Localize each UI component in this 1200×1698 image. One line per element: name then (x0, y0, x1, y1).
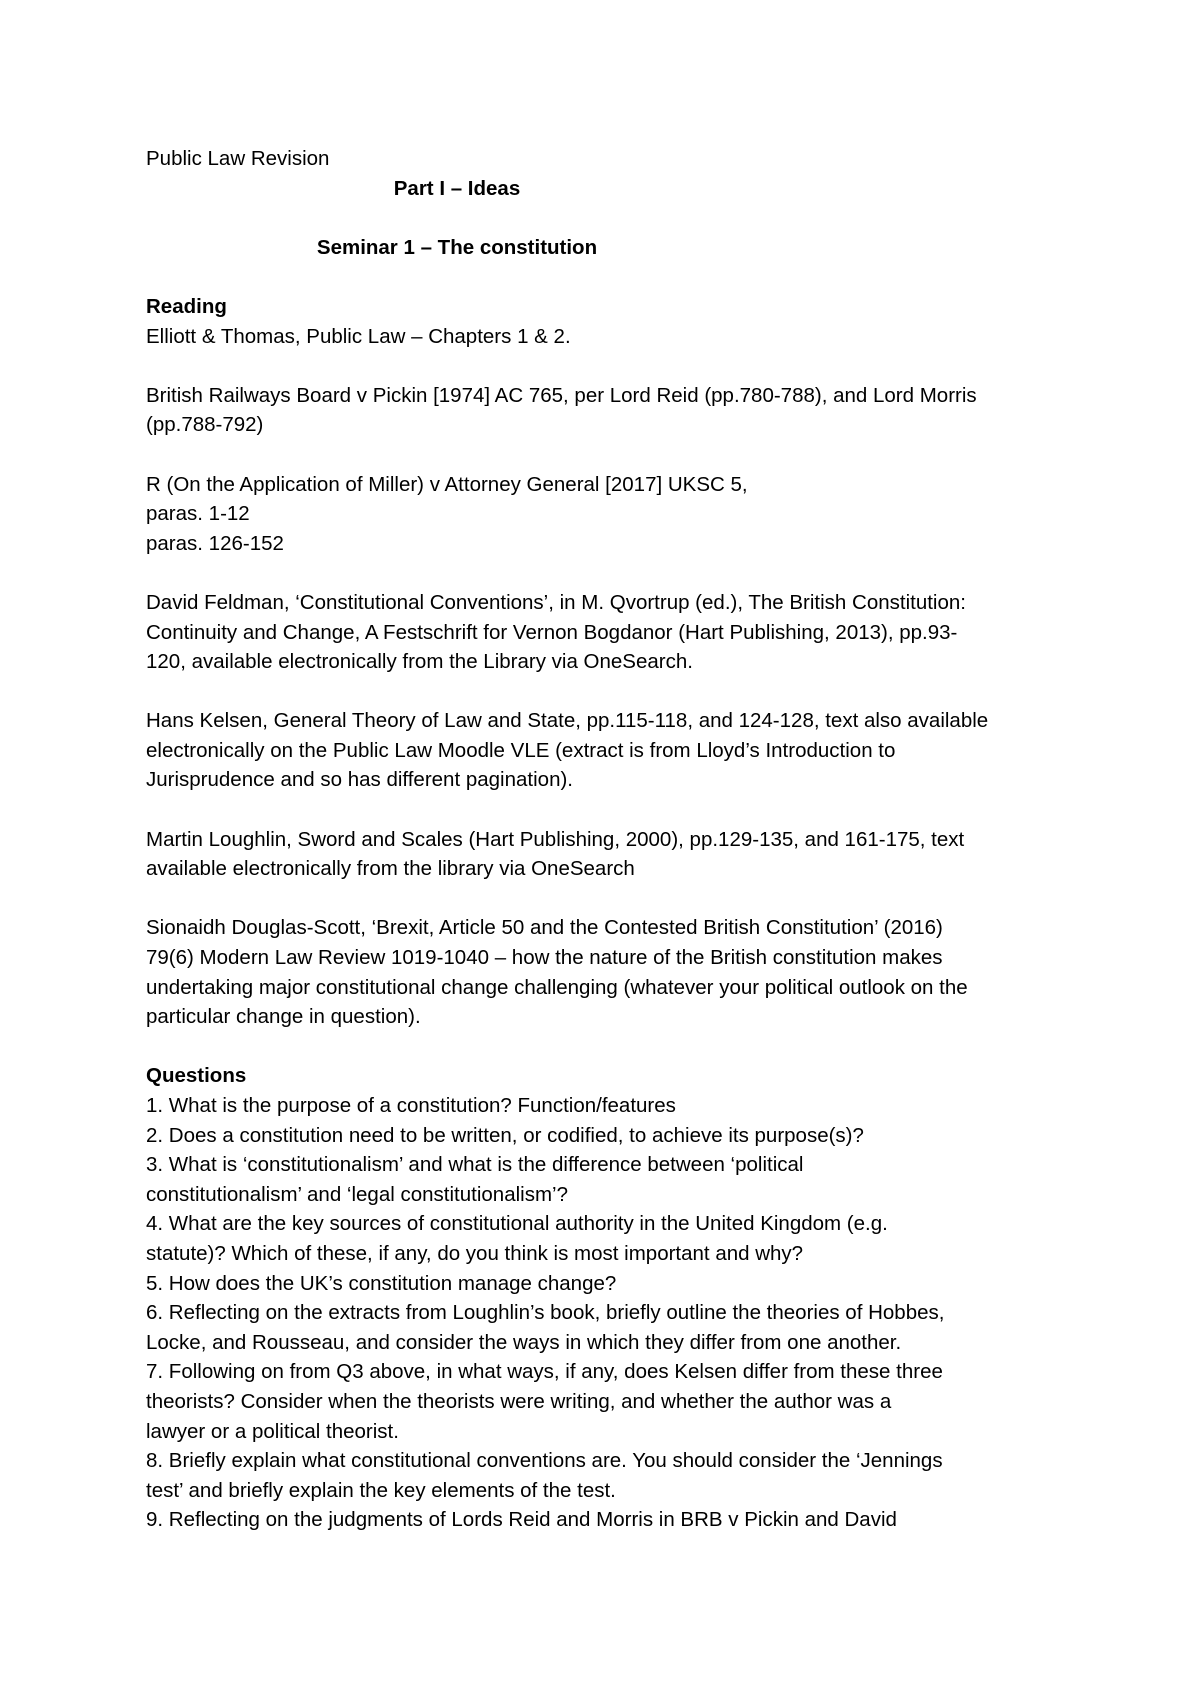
reading-item-line: Hans Kelsen, General Theory of Law and State, pp.115-118, and 124-128, text also available (146, 709, 989, 733)
reading-item-line: electronically on the Public Law Moodle VLE (extract is from Lloyd’s Introduction to (146, 738, 896, 762)
question-line: 5. How does the UK’s constitution manage change? (146, 1271, 617, 1295)
reading-item-line: R (On the Application of Miller) v Attorney General [2017] UKSC 5, (146, 472, 748, 496)
spacer (146, 884, 1066, 914)
question-line: 1. What is the purpose of a constitution? Function/features (146, 1094, 676, 1117)
reading-item-line: Elliott & Thomas, Public Law – Chapters 1 & 2. (146, 324, 571, 348)
reading-item (146, 913, 1066, 1031)
reading-item-line: paras. 1-12 (146, 502, 250, 526)
reading-item-line: particular change in question). (146, 1005, 421, 1029)
question-line: statute)? Which of these, if any, do you think is most important and why? (146, 1241, 804, 1265)
spacer (146, 262, 1066, 292)
question-item (146, 1150, 1066, 1209)
question-item (146, 1091, 1066, 1121)
question-line: 6. Reflecting on the extracts from Loughlin’s book, briefly outline the theories of Hobbes, (146, 1301, 945, 1325)
reading-list (146, 322, 1066, 1062)
question-line: test’ and briefly explain the key elements of the test. (146, 1478, 616, 1502)
question-line: 4. What are the key sources of constitutional authority in the United Kingdom (e.g. (146, 1212, 888, 1236)
spacer (146, 203, 1066, 233)
reading-item-line: paras. 126-152 (146, 531, 284, 555)
reading-heading: Reading (146, 294, 227, 318)
reading-item (146, 381, 1066, 440)
question-item (146, 1357, 1066, 1446)
reading-item (146, 588, 1066, 677)
question-line: Locke, and Rousseau, and consider the ways in which they differ from one another. (146, 1330, 902, 1354)
questions-list (146, 1091, 1066, 1535)
question-item (146, 1209, 1066, 1268)
reading-item-line: Jurisprudence and so has different pagination). (146, 768, 573, 792)
question-line: 8. Briefly explain what constitutional conventions are. You should consider the ‘Jennings (146, 1449, 943, 1473)
reading-item (146, 470, 1066, 559)
questions-heading: Questions (146, 1064, 247, 1088)
reading-item-line: available electronically from the library via OneSearch (146, 857, 635, 881)
spacer (146, 1032, 1066, 1062)
spacer (146, 351, 1066, 381)
question-line: 9. Reflecting on the judgments of Lords Reid and Morris in BRB v Pickin and David (146, 1508, 897, 1532)
spacer (146, 795, 1066, 825)
question-line: 2. Does a constitution need to be written, or codified, to achieve its purpose(s)? (146, 1123, 864, 1147)
reading-item-line: Sionaidh Douglas-Scott, ‘Brexit, Article 50 and the Contested British Constitution’ (2016) (146, 916, 943, 940)
reading-item-line: (pp.788-792) (146, 413, 264, 437)
question-line: theorists? Consider when the theorists were writing, and whether the author was a (146, 1389, 892, 1413)
question-item (146, 1446, 1066, 1505)
question-line: 7. Following on from Q3 above, in what ways, if any, does Kelsen differ from these three (146, 1360, 943, 1384)
question-line: 3. What is ‘constitutionalism’ and what is the difference between ‘political (146, 1153, 804, 1177)
spacer (146, 677, 1066, 707)
reading-item (146, 322, 1066, 352)
reading-item-line: 120, available electronically from the Library via OneSearch. (146, 650, 693, 674)
question-line: lawyer or a political theorist. (146, 1419, 399, 1443)
reading-item-line: undertaking major constitutional change challenging (whatever your political outlook on the (146, 975, 968, 999)
question-item (146, 1121, 1066, 1151)
reading-item-line: Continuity and Change, A Festschrift for Vernon Bogdanor (Hart Publishing, 2013), pp.93- (146, 620, 958, 644)
reading-item-line: British Railways Board v Pickin [1974] AC 765, per Lord Reid (pp.780-788), and Lord Morris (146, 383, 977, 407)
document-page (146, 144, 1066, 1535)
reading-item-line: 79(6) Modern Law Review 1019-1040 – how the nature of the British constitution makes (146, 946, 943, 970)
seminar-heading: Seminar 1 – The constitution (316, 235, 598, 259)
question-item (146, 1298, 1066, 1357)
spacer (146, 440, 1066, 470)
document-title: Public Law Revision (146, 147, 330, 170)
reading-item (146, 825, 1066, 884)
question-item (146, 1505, 1066, 1535)
reading-item-line: David Feldman, ‘Constitutional Conventions’, in M. Qvortrup (ed.), The British Constitution: (146, 590, 966, 614)
reading-item-line: Martin Loughlin, Sword and Scales (Hart Publishing, 2000), pp.129-135, and 161-175, text (146, 827, 965, 851)
part-heading: Part I – Ideas (393, 176, 521, 200)
reading-item (146, 706, 1066, 795)
question-line: constitutionalism’ and ‘legal constitutionalism’? (146, 1182, 568, 1206)
spacer (146, 558, 1066, 588)
question-item (146, 1269, 1066, 1299)
